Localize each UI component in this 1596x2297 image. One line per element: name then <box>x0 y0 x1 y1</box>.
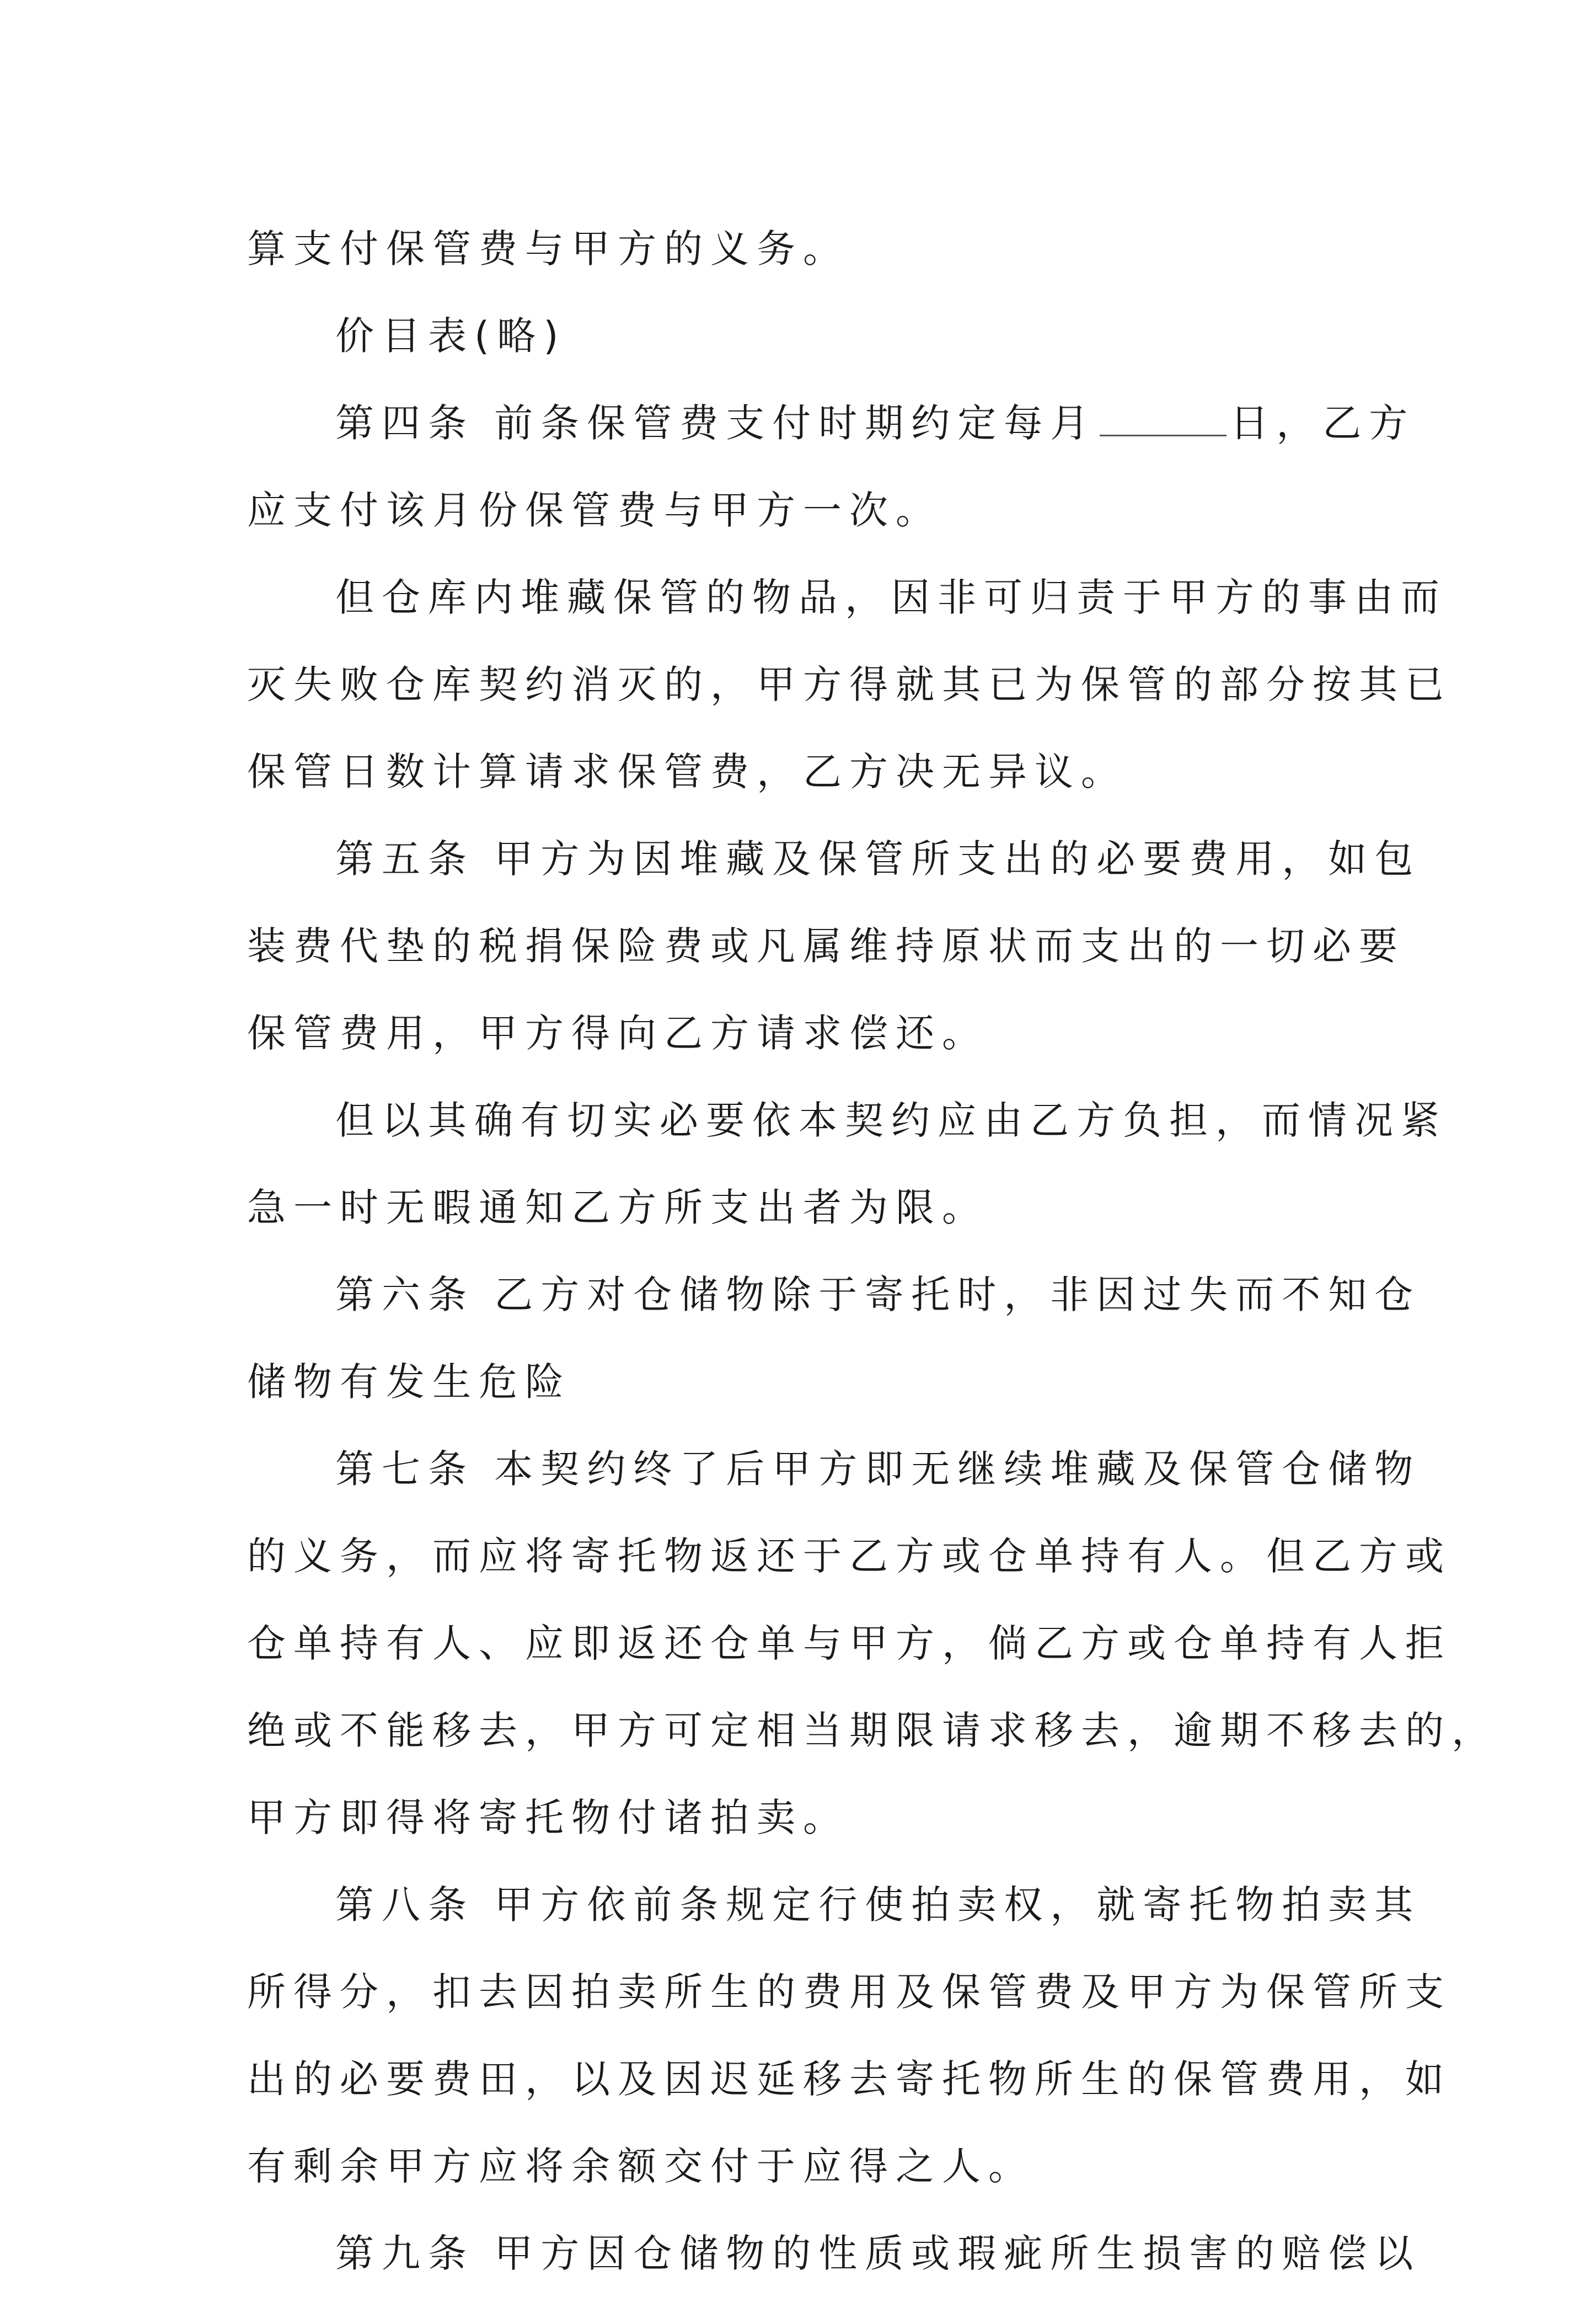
article-4-text-after-blank: 日，乙方 <box>1230 400 1416 446</box>
text-line: 保管日数计算请求保管费，乙方决无异议。 <box>247 749 1127 794</box>
paragraph-line: 第六条 乙方对仓储物除于寄托时，非因过失而不知仓 <box>335 1272 1421 1317</box>
text-line: 装费代垫的税捐保险费或凡属维持原状而支出的一切必要 <box>247 923 1405 969</box>
paragraph-line: 第五条 甲方为因堆藏及保管所支出的必要费用，如包 <box>335 836 1421 882</box>
paragraph-line: 第八条 甲方依前条规定行使拍卖权，就寄托物拍卖其 <box>335 1882 1421 1927</box>
text-line: 算支付保管费与甲方的义务。 <box>247 226 849 271</box>
text-line: 应支付该月份保管费与甲方一次。 <box>247 488 942 533</box>
text-line: 的义务，而应将寄托物返还于乙方或仓单持有人。但乙方或 <box>247 1534 1452 1579</box>
text-line: 甲方即得将寄托物付诸拍卖。 <box>247 1795 849 1840</box>
text-line: 所得分，扣去因拍卖所生的费用及保管费及甲方为保管所支 <box>247 1969 1452 2015</box>
paragraph-line: 价目表(略) <box>335 313 566 359</box>
text-line: 绝或不能移去，甲方可定相当期限请求移去，逾期不移去的， <box>247 1708 1498 1753</box>
article-4-text-before-blank: 第四条 前条保管费支付时期约定每月 <box>335 400 1097 446</box>
text-line: 保管费用，甲方得向乙方请求偿还。 <box>247 1011 988 1056</box>
text-line: 储物有发生危险 <box>247 1359 571 1404</box>
text-line: 出的必要费田，以及因迟延移去寄托物所生的保管费用，如 <box>247 2056 1452 2102</box>
text-line: 仓单持有人、应即返还仓单与甲方，倘乙方或仓单持有人拒 <box>247 1621 1452 1666</box>
contract-text-body <box>247 205 1498 2297</box>
paragraph-line: 第九条 甲方因仓储物的性质或瑕疵所生损害的赔偿以 <box>335 2231 1421 2276</box>
paragraph-line <box>247 380 1416 467</box>
paragraph-line: 但仓库内堆藏保管的物品，因非可归责于甲方的事由而 <box>335 575 1447 620</box>
text-line: 有剩余甲方应将余额交付于应得之人。 <box>247 2144 1035 2189</box>
paragraph-line: 但以其确有切实必要依本契约应由乙方负担，而情况紧 <box>335 1098 1447 1143</box>
text-line: 急一时无暇通知乙方所支出者为限。 <box>247 1185 988 1230</box>
fill-in-blank-day <box>1100 396 1227 436</box>
paragraph-line: 第七条 本契约终了后甲方即无继续堆藏及保管仓储物 <box>335 1446 1421 1492</box>
text-line: 灭失败仓库契约消灭的，甲方得就其已为保管的部分按其已 <box>247 662 1452 707</box>
